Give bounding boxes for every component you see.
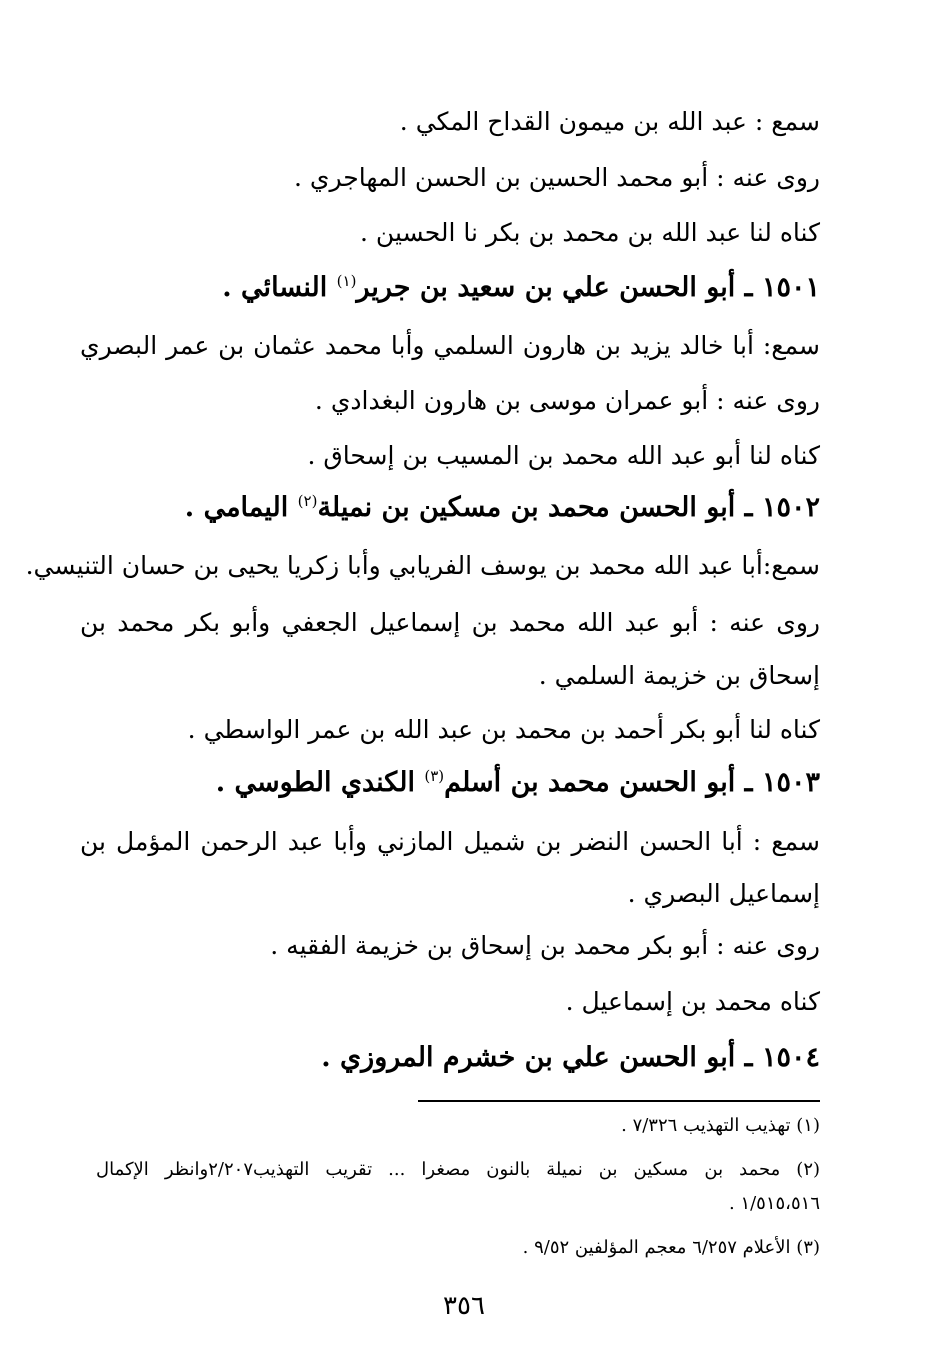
- text-line: إسحاق بن خزيمة السلمي .: [538, 661, 820, 690]
- footnote-mark: (٣): [424, 767, 445, 785]
- text-line: كناه لنا أبو بكر أحمد بن محمد بن عبد الله بن عمر الواسطي .: [187, 715, 820, 744]
- entry-heading-1501: ١٥٠١ ـ أبو الحسن علي بن سعيد بن جرير$^{(١)}$ النسائي .: [222, 272, 820, 303]
- footnote: ١/٥١٥،٥١٦ .: [728, 1193, 820, 1214]
- entry-heading-1502: ١٥٠٢ ـ أبو الحسن محمد بن مسكين بن نميلة$^{(٢)}$ اليمامي .: [184, 492, 820, 523]
- text-line: سمع : أبا الحسن النضر بن شميل المازني وأبا عبد الرحمن المؤمل بن: [80, 827, 820, 856]
- text-line: روى عنه : أبو عمران موسى بن هارون البغدادي .: [314, 386, 820, 415]
- entry-heading-1504: ١٥٠٤ ـ أبو الحسن علي بن خشرم المروزي .: [321, 1042, 820, 1073]
- footnote: (١) تهذيب التهذيب ٧/٣٢٦ .: [621, 1115, 820, 1136]
- text-line: سمع : عبد الله بن ميمون القداح المكي .: [399, 107, 820, 136]
- text-line: إسماعيل البصري .: [627, 879, 820, 908]
- footnote-mark: (١): [336, 272, 357, 290]
- page-number: ٣٥٦: [443, 1291, 485, 1321]
- text-line: كناه لنا عبد الله بن محمد بن بكر نا الحسين .: [360, 218, 820, 247]
- entry-heading-1503: ١٥٠٣ ـ أبو الحسن محمد بن أسلم$^{(٣)}$ الكندي الطوسي .: [215, 767, 820, 798]
- text-line: كناه محمد بن إسماعيل .: [565, 987, 820, 1016]
- text-line: روى عنه : أبو محمد الحسين بن الحسن المهاجري .: [294, 163, 820, 192]
- text-line: كناه لنا أبو عبد الله محمد بن المسيب بن إسحاق .: [307, 441, 820, 470]
- text-line: روى عنه : أبو بكر محمد بن إسحاق بن خزيمة الفقيه .: [270, 931, 820, 960]
- footnote-mark: (٢): [297, 492, 318, 510]
- footnote: (٣) الأعلام ٦/٢٥٧ معجم المؤلفين ٩/٥٢ .: [522, 1237, 820, 1258]
- footnote-separator: [418, 1100, 820, 1102]
- footnote: (٢) محمد بن مسكين بن نميلة بالنون مصغرا ... تقريب التهذيب٢/٢٠٧وانظر الإكمال: [96, 1159, 821, 1180]
- text-line: سمع: أبا خالد يزيد بن هارون السلمي وأبا محمد عثمان بن عمر البصري: [80, 331, 820, 360]
- text-line: روى عنه : أبو عبد الله محمد بن إسماعيل الجعفي وأبو بكر محمد بن: [80, 608, 820, 637]
- text-line: سمع:أبا عبد الله محمد بن يوسف الفريابي وأبا زكريا يحيى بن حسان التنيسي.: [25, 551, 820, 580]
